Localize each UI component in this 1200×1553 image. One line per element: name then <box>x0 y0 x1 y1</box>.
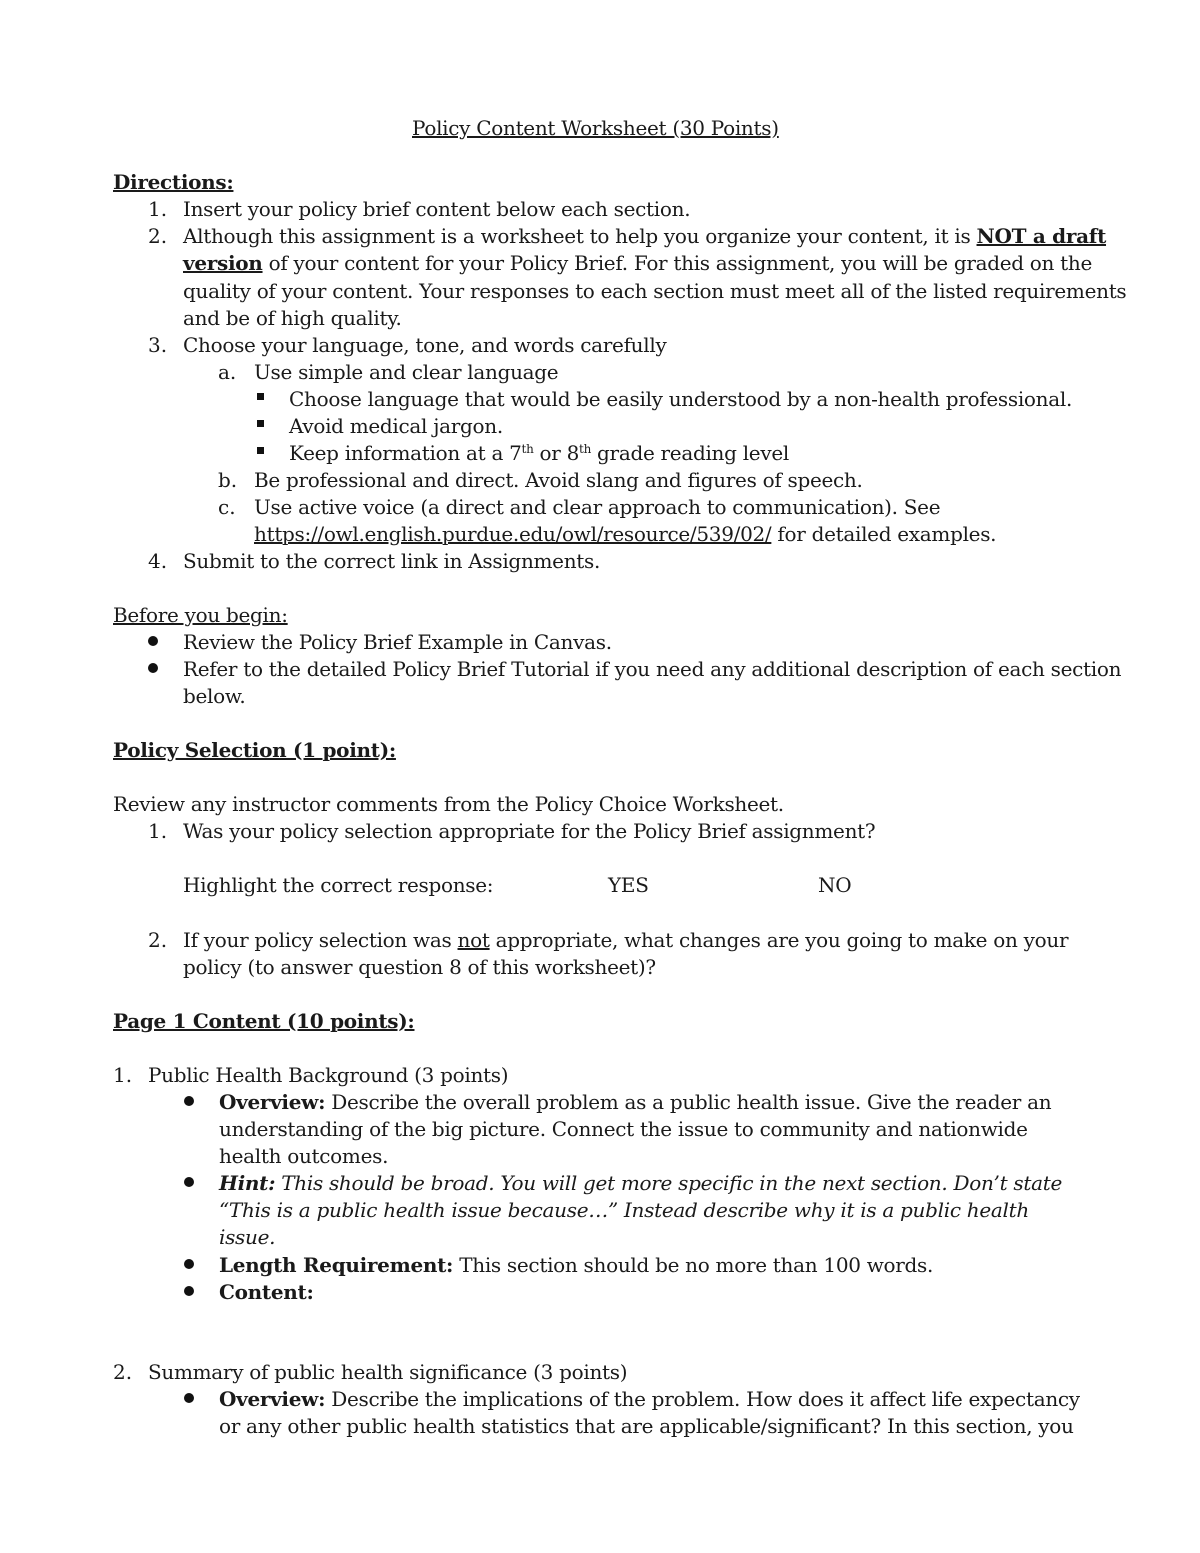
before-bullet-2: Refer to the detailed Policy Brief Tutorial if you need any additional description of each section <box>183 657 1122 681</box>
square-bullet-icon <box>257 393 264 400</box>
directions-item-2-line-2: version of your content for your Policy Brief. For this assignment, you will be graded on the <box>183 251 1093 275</box>
bullet-icon <box>184 1393 194 1403</box>
section-2-overview-line-2: or any other public health statistics that are applicable/significant? In this section, you <box>219 1414 1074 1438</box>
directions-item-2-line-4: and be of high quality. <box>183 306 402 330</box>
bullet-icon <box>148 636 158 646</box>
section-1-overview-line-2: understanding of the big picture. Connect the issue to community and nationwide <box>219 1117 1028 1141</box>
list-letter: a. <box>218 360 237 384</box>
section-1-hint-line-2: “This is a public health issue because…” Instead describe why it is a public health <box>219 1198 1029 1222</box>
section-1-overview: Overview: Describe the overall problem as a public health issue. Give the reader an <box>219 1090 1052 1114</box>
bullet-item: Choose language that would be easily understood by a non-health professional. <box>289 387 1073 411</box>
response-no[interactable]: NO <box>818 873 852 897</box>
list-letter: c. <box>218 495 236 519</box>
section-2-overview: Overview: Describe the implications of the problem. How does it affect life expectancy <box>219 1387 1080 1411</box>
sub-item-c: Use active voice (a direct and clear approach to communication). See <box>254 495 941 519</box>
directions-heading: Directions: <box>113 170 234 194</box>
sub-item-c-line-2: https://owl.english.purdue.edu/owl/resource/539/02/ for detailed examples. <box>254 522 997 546</box>
list-number: 1. <box>113 1063 133 1087</box>
emphasis-not-a-draft: NOT a draft <box>976 224 1107 248</box>
list-number: 2. <box>148 224 168 248</box>
bullet-item-reading-level: Keep information at a 7th or 8th grade reading level <box>289 441 789 465</box>
list-number: 2. <box>148 928 168 952</box>
list-number: 1. <box>148 197 168 221</box>
bullet-icon <box>184 1096 194 1106</box>
directions-item-3: Choose your language, tone, and words carefully <box>183 333 667 357</box>
question-2-line-1: If your policy selection was not appropriate, what changes are you going to make on your <box>183 928 1069 952</box>
list-number: 1. <box>148 819 168 843</box>
section-1-overview-line-3: health outcomes. <box>219 1144 389 1168</box>
policy-selection-intro: Review any instructor comments from the Policy Choice Worksheet. <box>113 792 784 816</box>
section-2-title: Summary of public health significance (3 points) <box>148 1360 628 1384</box>
bullet-item: Avoid medical jargon. <box>289 414 503 438</box>
bullet-icon <box>184 1286 194 1296</box>
directions-item-1: Insert your policy brief content below each section. <box>183 197 691 221</box>
before-you-begin-heading: Before you begin: <box>113 603 288 627</box>
bullet-icon <box>184 1259 194 1269</box>
policy-selection-heading: Policy Selection (1 point): <box>113 738 396 762</box>
list-letter: b. <box>218 468 238 492</box>
question-2-line-2: policy (to answer question 8 of this worksheet)? <box>183 955 656 979</box>
directions-item-2-line-1: Although this assignment is a worksheet to help you organize your content, it is NOT a draft <box>183 224 1107 248</box>
before-bullet-1: Review the Policy Brief Example in Canvas. <box>183 630 612 654</box>
bullet-icon <box>148 663 158 673</box>
section-1-hint-line-3: issue. <box>219 1225 276 1249</box>
sub-item-a: Use simple and clear language <box>254 360 559 384</box>
before-bullet-2-line-2: below. <box>183 684 246 708</box>
page1-content-heading: Page 1 Content (10 points): <box>113 1009 415 1033</box>
square-bullet-icon <box>257 447 264 454</box>
bullet-icon <box>184 1177 194 1187</box>
directions-item-4: Submit to the correct link in Assignments. <box>183 549 601 573</box>
list-number: 2. <box>113 1360 133 1384</box>
question-1: Was your policy selection appropriate for the Policy Brief assignment? <box>183 819 876 843</box>
list-number: 4. <box>148 549 168 573</box>
sub-item-b: Be professional and direct. Avoid slang and figures of speech. <box>254 468 863 492</box>
square-bullet-icon <box>257 420 264 427</box>
emphasis-version: version <box>183 251 263 275</box>
section-1-hint: Hint: This should be broad. You will get more specific in the next section. Don’t state <box>219 1171 1063 1195</box>
response-yes[interactable]: YES <box>608 873 649 897</box>
section-1-content-label: Content: <box>219 1280 314 1304</box>
section-1-title: Public Health Background (3 points) <box>148 1063 509 1087</box>
list-number: 3. <box>148 333 168 357</box>
section-1-length: Length Requirement: This section should be no more than 100 words. <box>219 1253 934 1277</box>
document-title: Policy Content Worksheet (30 Points) <box>412 116 779 140</box>
directions-item-2-line-3: quality of your content. Your responses to each section must meet all of the listed requirements <box>183 279 1127 303</box>
highlight-label: Highlight the correct response: <box>183 873 494 897</box>
purdue-owl-link[interactable]: https://owl.english.purdue.edu/owl/resource/539/02/ <box>254 522 772 546</box>
